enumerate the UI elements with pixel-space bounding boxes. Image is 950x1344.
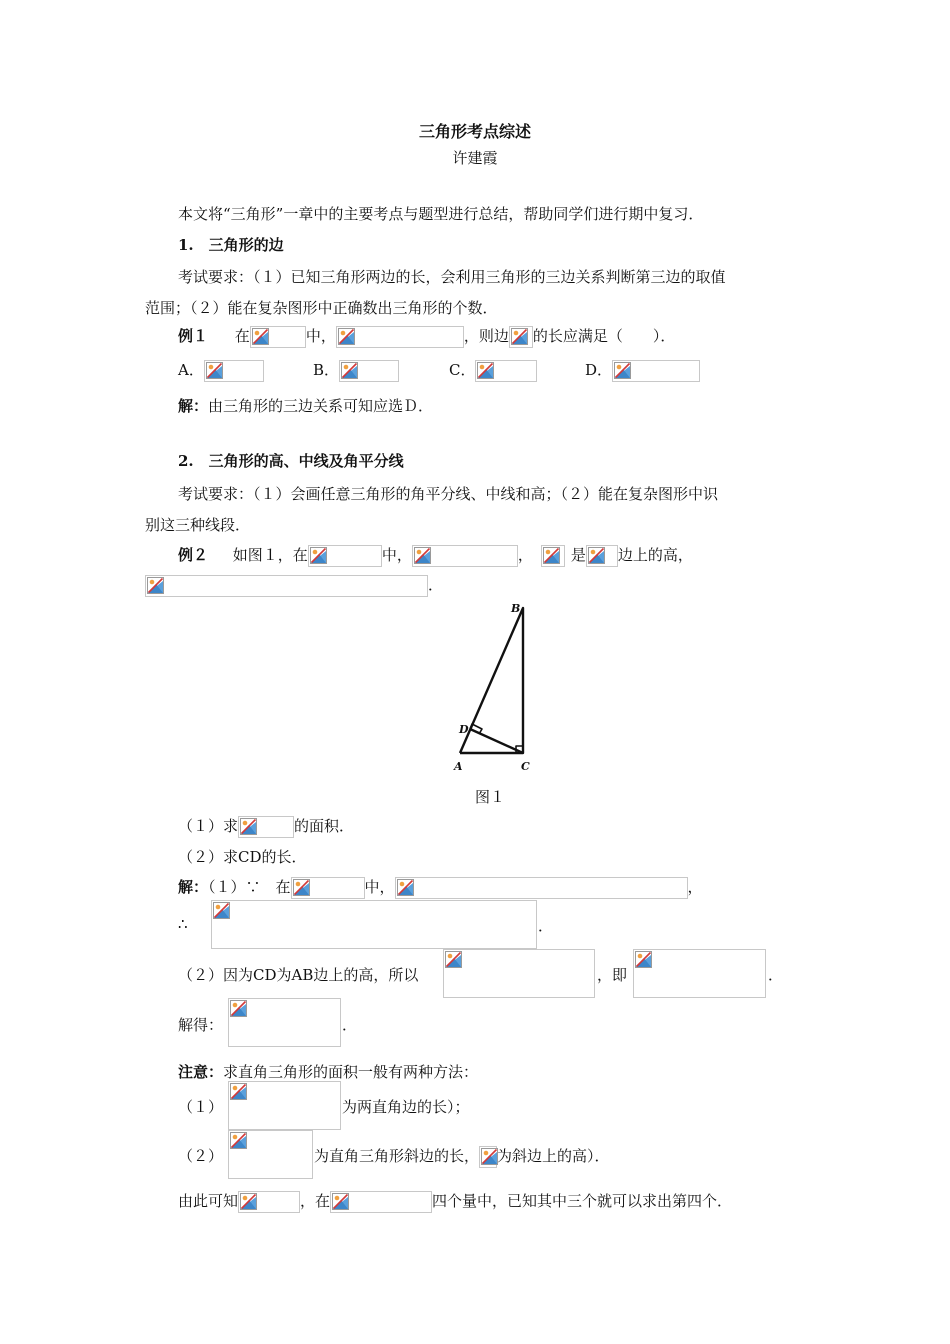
formula-image — [412, 545, 518, 567]
broken-image-icon — [240, 1193, 257, 1210]
formula-image — [395, 877, 688, 899]
text-fragment: 为两直角边的长）； — [342, 1098, 470, 1116]
broken-image-icon — [477, 362, 494, 379]
formula-image — [228, 998, 341, 1047]
note-label: 注意： — [178, 1063, 224, 1081]
formula-image — [145, 575, 428, 597]
text-fragment: ． — [342, 1016, 358, 1034]
vertex-label-c: C — [521, 760, 530, 773]
broken-image-icon — [252, 328, 269, 345]
triangle-figure — [440, 598, 540, 778]
solution-1 — [178, 396, 433, 416]
text-fragment: 中， — [364, 878, 395, 896]
broken-image-icon — [230, 1083, 247, 1100]
example-2-line — [178, 545, 693, 567]
document-author: 许建霞 — [452, 149, 498, 167]
formula-image — [541, 545, 565, 567]
formula-image — [228, 1081, 341, 1130]
text-fragment: 为直角三角形斜边的长， — [314, 1147, 480, 1165]
example-2-line2 — [145, 575, 443, 597]
option-a — [178, 360, 264, 382]
broken-image-icon — [614, 362, 631, 379]
note-text: 求直角三角形的面积一般有两种方法： — [223, 1063, 479, 1081]
formula-image — [238, 1191, 300, 1213]
broken-image-icon — [206, 362, 223, 379]
text-fragment: 如图１，在 — [232, 546, 308, 564]
document-title: 三角形考点综述 — [418, 122, 531, 141]
broken-image-icon — [147, 577, 164, 594]
text-fragment: （１）求 — [178, 817, 239, 835]
method-1-label: （１） — [178, 1098, 224, 1116]
formula-image — [330, 1191, 432, 1213]
broken-image-icon — [341, 362, 358, 379]
formula-image — [339, 360, 399, 382]
broken-image-icon — [397, 879, 414, 896]
question-2: （２）求CD的长． — [178, 848, 307, 866]
formula-image — [475, 360, 537, 382]
text-fragment: ． — [428, 576, 444, 594]
formula-image — [250, 326, 306, 348]
option-a-label: A． — [178, 361, 204, 379]
solution-text: 由三角形的三边关系可知应选Ｄ． — [208, 397, 434, 415]
text-fragment: 由此可知 — [178, 1192, 239, 1210]
section-1-requirement-line2: 范围；（２）能在复杂图形中正确数出三角形的个数． — [145, 299, 498, 317]
text-fragment: 的面积． — [294, 817, 355, 835]
broken-image-icon — [481, 1148, 498, 1165]
therefore-symbol: ∴ — [178, 915, 188, 933]
formula-image — [586, 545, 618, 567]
text-fragment: ． — [768, 966, 784, 984]
section-1-requirement-line1: 考试要求：（１）已知三角形两边的长，会利用三角形的三边关系判断第三边的取值 — [178, 268, 726, 286]
option-c-label: C． — [449, 361, 476, 379]
broken-image-icon — [543, 547, 560, 564]
text-fragment: ． — [538, 917, 554, 935]
formula-image — [633, 949, 766, 998]
section-2-requirement-line1: 考试要求：（１）会画任意三角形的角平分线、中线和高；（２）能在复杂图形中识 — [178, 485, 719, 503]
formula-image — [612, 360, 700, 382]
text-fragment: ， — [517, 546, 533, 564]
text-fragment: ，在 — [300, 1192, 331, 1210]
broken-image-icon — [511, 328, 528, 345]
text-fragment: 中， — [381, 546, 412, 564]
section-2-heading: 2. 三角形的高、中线及角平分线 — [178, 452, 404, 470]
formula-image — [291, 877, 365, 899]
example-2-label: 例２ — [178, 546, 209, 564]
broken-image-icon — [230, 1132, 247, 1149]
broken-image-icon — [293, 879, 310, 896]
broken-image-icon — [414, 547, 431, 564]
text-fragment: ，则边 — [463, 327, 509, 345]
option-c — [449, 360, 537, 382]
solution-label: 解： — [178, 878, 209, 896]
text-fragment: 中， — [305, 327, 336, 345]
final-statement — [178, 1191, 732, 1213]
broken-image-icon — [240, 818, 257, 835]
solution-2-part2-text: （２）因为CD为AB边上的高，所以 — [178, 966, 419, 984]
option-b — [313, 360, 399, 382]
formula-image — [479, 1146, 497, 1168]
broken-image-icon — [332, 1193, 349, 1210]
intro-paragraph: 本文将“三角形”一章中的主要考点与题型进行总结，帮助同学们进行期中复习． — [178, 205, 704, 223]
section-1-heading: 1. 三角形的边 — [178, 236, 284, 254]
text-fragment: 边上的高， — [617, 546, 693, 564]
vertex-label-a: A — [454, 760, 463, 773]
broken-image-icon — [310, 547, 327, 564]
option-d-label: D． — [585, 361, 613, 379]
formula-image — [308, 545, 382, 567]
solve-label: 解得： — [178, 1016, 224, 1034]
example-1-label: 例１ — [178, 327, 209, 345]
text-fragment: 在 — [234, 327, 250, 345]
formula-image — [238, 816, 294, 838]
option-b-label: B． — [313, 361, 340, 379]
formula-image — [204, 360, 264, 382]
broken-image-icon — [635, 951, 652, 968]
text-fragment: 四个量中，已知其中三个就可以求出第四个． — [432, 1192, 733, 1210]
section-2-requirement-line2: 别这三种线段． — [145, 516, 251, 534]
text-fragment: 为斜边上的高）． — [497, 1147, 610, 1165]
broken-image-icon — [445, 951, 462, 968]
text-fragment: 的长应满足（ ）． — [532, 327, 676, 345]
vertex-label-b: B — [511, 602, 521, 615]
question-1 — [178, 816, 354, 838]
note-line — [178, 1062, 478, 1082]
solution-2-line1 — [178, 877, 703, 899]
text-fragment: （１）∵ 在 — [208, 878, 291, 896]
broken-image-icon — [230, 1000, 247, 1017]
broken-image-icon — [213, 902, 230, 919]
formula-image — [211, 900, 537, 949]
formula-image — [509, 326, 533, 348]
solution-label: 解： — [178, 397, 209, 415]
formula-image — [228, 1130, 313, 1179]
text-fragment: ，即 — [597, 966, 628, 984]
formula-image — [443, 949, 595, 998]
option-d — [585, 360, 700, 382]
figure-caption: 图１ — [474, 788, 505, 806]
text-fragment: ， — [687, 878, 703, 896]
method-2-label: （２） — [178, 1147, 224, 1165]
method-2-text — [314, 1146, 610, 1168]
vertex-label-d: D — [459, 723, 469, 736]
text-fragment: 是 — [570, 546, 586, 564]
example-1-line — [178, 326, 675, 348]
broken-image-icon — [338, 328, 355, 345]
broken-image-icon — [588, 547, 605, 564]
formula-image — [336, 326, 464, 348]
